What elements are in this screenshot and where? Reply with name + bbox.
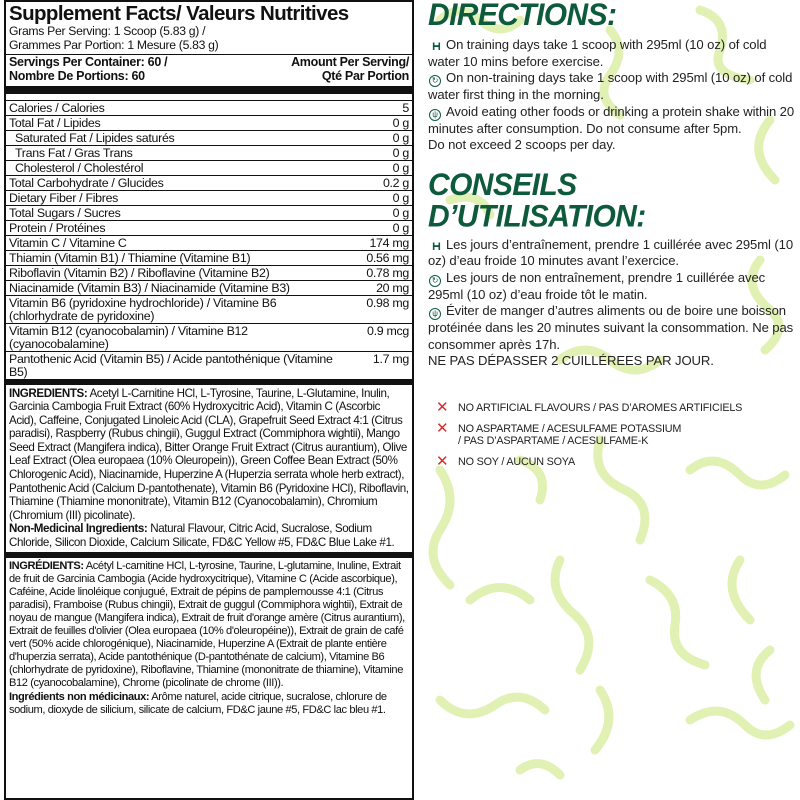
table-row — [6, 265, 412, 280]
dumbbell-icon: I━I — [432, 240, 439, 253]
cross-icon: ✕ — [436, 398, 449, 416]
nutrient-amount: 20 mg — [376, 280, 409, 295]
claim-text-fr: / PAS D’ASPARTAME / ACESULFAME-K — [458, 434, 649, 447]
claim-item — [436, 419, 800, 447]
nutrient-name: Niacinamide (Vitamin B3) / Niacinamide (Vitamine B3) — [9, 280, 290, 295]
nutrient-amount: 0 g — [392, 205, 409, 220]
table-row — [6, 190, 412, 205]
direction-text: Les jours d’entraînement, prendre 1 cuillérée avec 295ml (10 oz) d’eau froide 10 minutes avant l’exercice. — [428, 236, 794, 268]
nutrient-name: Vitamin B12 (cyanocobalamin) / Vitamine B12 (cyanocobalamine) — [9, 323, 248, 351]
ingredients-label: INGREDIENTS: — [9, 386, 88, 400]
non-medicinal-text: Arôme naturel, acide citrique, sucralose, chlorure de sodium, dioxyde de silicium, silicate de calcium, FD&C jaune #5, FD&C lac bleu #1. — [9, 690, 387, 716]
table-row — [6, 280, 412, 295]
directions-list — [428, 37, 800, 154]
claim-text: NO ASPARTAME / ACESULFAME POTASSIUM — [458, 422, 682, 435]
cross-icon: ✕ — [436, 452, 449, 470]
table-row — [6, 351, 412, 379]
utensils-icon: ψ — [429, 109, 441, 121]
nutrient-amount: 0 g — [392, 220, 409, 235]
direction-item — [428, 70, 800, 104]
claims-list — [436, 398, 800, 470]
nutrient-amount: 0 g — [392, 115, 409, 130]
nutrient-name: Pantothenic Acid (Vitamin B5) / Acide pantothénique (Vitamine B5) — [9, 351, 333, 379]
table-row — [6, 323, 412, 351]
direction-item — [428, 270, 800, 304]
nutrient-name: Total Fat / Lipides — [9, 115, 101, 130]
amount-per-serving-fr: Qté Par Portion — [321, 68, 409, 83]
clock-icon: ↻ — [429, 75, 441, 87]
claim-item — [436, 398, 800, 416]
nutrient-name: Riboflavin (Vitamin B2) / Riboflavine (Vitamine B2) — [9, 265, 270, 280]
non-medicinal-label: Non-Medicinal Ingredients: — [9, 522, 148, 536]
conseils-heading: CONSEILS D’UTILISATION: — [428, 167, 646, 234]
table-row — [6, 295, 412, 323]
nutrient-amount: 0.2 g — [382, 175, 409, 190]
nutrient-name: Calories / Calories — [9, 100, 105, 115]
table-row — [6, 145, 412, 160]
claim-text: NO ARTIFICIAL FLAVOURS / PAS D’AROMES ARTIFICIELS — [458, 401, 743, 414]
nutrition-table — [6, 94, 412, 379]
nutrient-amount: 0.78 mg — [366, 265, 409, 280]
divider — [6, 86, 412, 94]
cross-icon: ✕ — [436, 419, 449, 437]
nutrient-name: Protein / Protéines — [9, 220, 106, 235]
direction-text: On training days take 1 scoop with 295ml (10 oz) of cold water 10 mins before exercise. — [428, 37, 767, 69]
table-row — [6, 205, 412, 220]
supplement-facts-panel — [4, 0, 414, 800]
nutrient-name: Thiamin (Vitamin B1) / Thiamine (Vitamine B1) — [9, 250, 251, 265]
nutrient-amount: 0 g — [392, 130, 409, 145]
nutrient-name: Total Sugars / Sucres — [9, 205, 121, 220]
table-row — [6, 250, 412, 265]
servings-block — [6, 54, 412, 83]
table-row — [6, 220, 412, 235]
amount-per-serving: Amount Per Serving/ — [291, 55, 409, 69]
ingredients-french — [6, 552, 412, 719]
direction-item — [428, 237, 800, 270]
nutrient-name: Vitamin B6 (pyridoxine hydrochloride) / Vitamine B6 (chlorhydrate de pyridoxine) — [9, 295, 277, 323]
nutrient-amount: 0 g — [392, 190, 409, 205]
table-row — [6, 130, 412, 145]
servings-per-container: Servings Per Container: 60 / — [9, 55, 168, 69]
nutrient-amount: 174 mg — [369, 235, 409, 250]
non-medicinal-text: Natural Flavour, Citric Acid, Sucralose, Sodium Chloride, Silicon Dioxide, Calcium Silicate, FD&C Yellow #5, FD&C Blue Lake #1. — [9, 522, 395, 550]
nutrient-name: Vitamin C / Vitamine C — [9, 235, 127, 250]
nutrient-amount: 5 — [402, 100, 409, 115]
facts-title: Supplement Facts/ Valeurs Nutritives — [9, 2, 349, 25]
direction-text: Éviter de manger d’autres aliments ou de boire une boisson protéinée dans les 20 minutes suivant la consommation. Ne pas consommer après 17h. — [428, 303, 794, 352]
clock-icon: ↻ — [429, 275, 441, 287]
nutrient-amount: 0.98 mg — [366, 295, 409, 310]
nutrient-name: Cholesterol / Cholestérol — [15, 160, 144, 175]
direction-item — [428, 37, 800, 70]
direction-text: Avoid eating other foods or drinking a protein shake within 20 minutes after consumption. Do not consume after 5pm. — [428, 103, 795, 136]
nutrient-amount: 1.7 mg — [372, 351, 409, 366]
direction-text: On non-training days take 1 scoop with 295ml (10 oz) of cold water first thing in the morning. — [428, 70, 793, 102]
ingredients-english — [6, 379, 412, 552]
nutrient-name: Saturated Fat / Lipides saturés — [15, 130, 175, 145]
directions-heading: DIRECTIONS: — [428, 0, 617, 33]
nutrient-amount: 0 g — [392, 160, 409, 175]
nutrient-name: Trans Fat / Gras Trans — [15, 145, 133, 160]
claim-text: NO SOY / AUCUN SOYA — [458, 455, 575, 468]
servings-per-container-fr: Nombre De Portions: 60 — [9, 68, 145, 83]
direction-item — [428, 104, 800, 138]
utensils-icon: ψ — [429, 308, 441, 320]
nutrient-amount: 0.56 mg — [366, 250, 409, 265]
nutrient-amount: 0 g — [392, 145, 409, 160]
ingredients-label: INGRÉDIENTS: — [9, 559, 84, 572]
direction-limit: NE PAS DÉPASSER 2 CUILLÉREES PAR JOUR. — [428, 353, 714, 368]
conseils-list — [428, 237, 800, 370]
table-row — [6, 175, 412, 190]
nutrient-name: Dietary Fiber / Fibres — [9, 190, 119, 205]
nutrient-name: Total Carbohydrate / Glucides — [9, 175, 164, 190]
serving-size-fr: Grammes Par Portion: 1 Mesure (5.83 g) — [9, 38, 219, 52]
direction-item — [428, 303, 800, 353]
direction-limit: Do not exceed 2 scoops per day. — [428, 137, 616, 152]
table-row — [6, 115, 412, 130]
table-row — [6, 160, 412, 175]
dumbbell-icon: I━I — [432, 41, 439, 53]
directions-column — [428, 0, 800, 477]
table-row — [6, 235, 412, 250]
ingredients-text: Acétyl L-carnitine HCl, L-tyrosine, Taurine, L-glutamine, Inuline, Extrait de fruit de Garcinia Cambogia (Acide hydroxycitrique), Vitamine C (Acide ascorbique), Caféine, Acide linoléique conjugué, Extrait de pépins de pamplemousse 4:1 (Citrus paradisi), Framboise (Rubus chingii), Extrait de guggul (Commiphora wightii), Extrait de noyau de mangue (Mangifera indica), Extrait de fruit d'orange amère (Citrus aurantium), Extrait de feuilles d'olivier (Olea europaea (10% d'oleuropéine)), Extrait de grain de café vert (50% acide chlorogénique), Niacinamide, Huperzine A (Extrait de plante entière d'huperzia serrata), Acide pantothénique (D-pantothénate de calcium), Vitamine B6 (chlorhydrate de pyridoxine), Riboflavine, Thiamine (mononitrate de thiamine), Vitamine B12 (cyanocobalamine), Chrome (picolinate de chrome (III)). — [9, 559, 405, 690]
claim-item — [436, 452, 800, 470]
ingredients-text: Acetyl L-Carnitine HCl, L-Tyrosine, Taurine, L-Glutamine, Inulin, Garcinia Cambogia Fruit Extract (60% Hydroxycitric Acid), Vitamin C (Ascorbic Acid), Caffeine, Conjugated Linoleic Acid (CLA), Grapefruit Seed Extract 4:1 (Citrus paradisi), Raspberry (Rubus chingii), Guggul Extract (Commiphora wightii), Mango Seed Extract (Mangifera indica), Bitter Orange Fruit Extract (Citrus aurantium), Olive Leaf Extract (Olea europaea (10% Oleuropein)), Green Coffee Bean Extract (50% Chlorogenic Acid), Niacinamide, Huperzine A (Huperzia serrata whole herb extract), Pantothenic Acid (Calcium D-pantothenate), Vitamin B6 (Pyridoxine HCl), Riboflavin, Thiamine (Thiamine mononitrate), Vitamin B12 (Cyanocobalamin), Chromium (Chromium (III) picolinate). — [9, 386, 409, 522]
direction-text: Les jours de non entraînement, prendre 1 cuillérée avec 295ml (10 oz) d’eau froide tôt le matin. — [428, 269, 766, 302]
table-row — [6, 100, 412, 115]
non-medicinal-label: Ingrédients non médicinaux: — [9, 690, 150, 703]
serving-size-en: Grams Per Serving: 1 Scoop (5.83 g) / — [9, 24, 206, 38]
nutrient-amount: 0.9 mcg — [367, 323, 409, 338]
